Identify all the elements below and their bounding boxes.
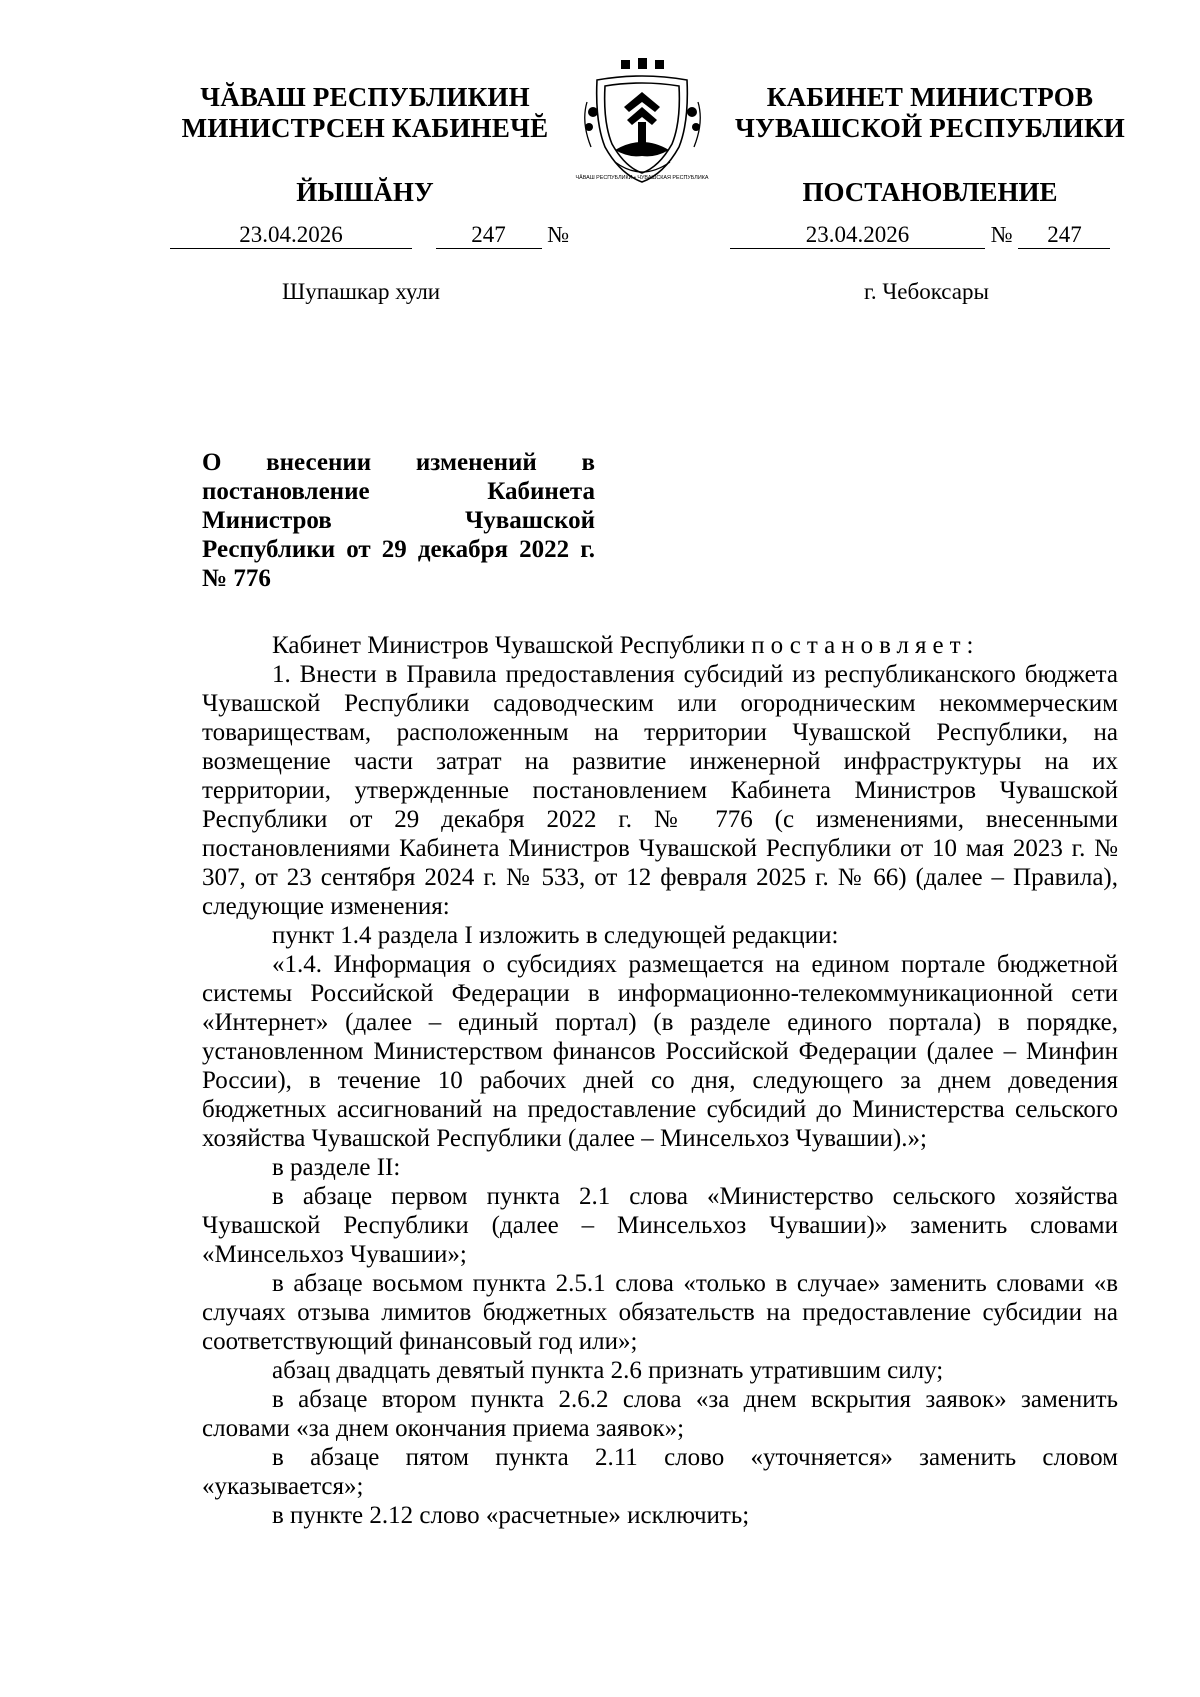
body-paragraph: 1. Внести в Правила предоставления субсидий из республиканского бюджета Чувашской Республики садоводческим или огородническим некоммерческим товариществам, расположенным на территории Чувашской Республики, на возмещение части затрат на развитие инженерной инфраструктуры на их территории, утвержденные постановлением Кабинета Министров Чувашской Республики от 29 декабря 2022 г. № 776 (с изменениями, внесенными постановлениями Кабинета Министров Чувашской Республики от 10 мая 2023 г. № 307, от 23 сентября 2024 г. № 533, от 12 февраля 2025 г. № 66) (далее – Правила), следующие изменения: [202, 661, 1118, 920]
header-right [730, 82, 1130, 208]
intro-verb: постановляет: [751, 632, 980, 659]
left-org-line2: МИНИСТРСЕН КАБИНЕЧĔ [181, 113, 549, 143]
header-left [170, 82, 560, 208]
body-paragraph: абзац двадцать девятый пункта 2.6 признать утратившим силу; [272, 1357, 944, 1384]
place-right: г. Чебоксары [864, 279, 989, 304]
body-paragraph: в пункте 2.12 слово «расчетные» исключить; [272, 1502, 750, 1529]
coat-of-arms-icon [575, 52, 710, 187]
intro-paragraph [202, 631, 1118, 660]
number-sign-left: № [547, 222, 570, 247]
body-paragraph: в абзаце пятом пункта 2.11 слово «уточняется» заменить словом «указывается»; [202, 1444, 1118, 1500]
body-paragraph: пункт 1.4 раздела I изложить в следующей редакции: [272, 922, 839, 949]
document-body [202, 631, 1118, 1530]
body-paragraph: в абзаце втором пункта 2.6.2 слова «за днем вскрытия заявок» заменить словами «за днем окончания приема заявок»; [202, 1386, 1118, 1442]
registration-left [170, 222, 569, 250]
intro-subject: Кабинет Министров Чувашской Республики [272, 632, 746, 659]
left-doctype: ЙЫШĂНУ [296, 177, 434, 207]
body-paragraph: в абзаце первом пункта 2.1 слова «Министерство сельского хозяйства Чувашской Республики (далее – Минсельхоз Чувашии)» заменить словами «Минсельхоз Чувашии»; [202, 1183, 1118, 1268]
left-org-line1: ЧĂВАШ РЕСПУБЛИКИН [200, 82, 530, 112]
body-paragraph: «1.4. Информация о субсидиях размещается на едином портале бюджетной системы Российской Федерации в информационно-телекоммуникационной сети «Интернет» (далее – единый портал) (в разделе единого портала) в порядке, установленном Министерством финансов Российской Федерации (далее – Минфин России), в течение 10 рабочих дней со дня, следующего за днем доведения бюджетных ассигнований на предоставление субсидий до Министерства сельского хозяйства Чувашской Республики (далее – Минсельхоз Чувашии).»; [202, 951, 1118, 1152]
body-paragraph: в разделе II: [272, 1154, 401, 1181]
number-right: 247 [1018, 222, 1110, 249]
date-right: 23.04.2026 [730, 222, 985, 249]
registration-right [730, 222, 1110, 250]
right-org-line2: ЧУВАШСКОЙ РЕСПУБЛИКИ [735, 113, 1125, 143]
body-paragraph: в абзаце восьмом пункта 2.5.1 слова «только в случае» заменить словами «в случаях отзыва лимитов бюджетных обязательств на предоставление субсидии на соответствующий финансовый год или»; [202, 1270, 1118, 1355]
date-left: 23.04.2026 [170, 222, 412, 249]
document-title: О внесении изменений в постановление Кабинета Министров Чувашской Республики от 29 декабря 2022 г. № 776 [202, 449, 595, 592]
right-org-line1: КАБИНЕТ МИНИСТРОВ [766, 82, 1094, 112]
number-left: 247 [436, 222, 542, 249]
emblem-text: ЧĂВАШ РЕСПУБЛИКИ • ЧУВАШСКАЯ РЕСПУБЛИКА [575, 175, 709, 181]
right-doctype: ПОСТАНОВЛЕНИЕ [802, 177, 1058, 207]
place-left: Шупашкар хули [282, 279, 441, 304]
number-sign-right: № [990, 222, 1013, 247]
